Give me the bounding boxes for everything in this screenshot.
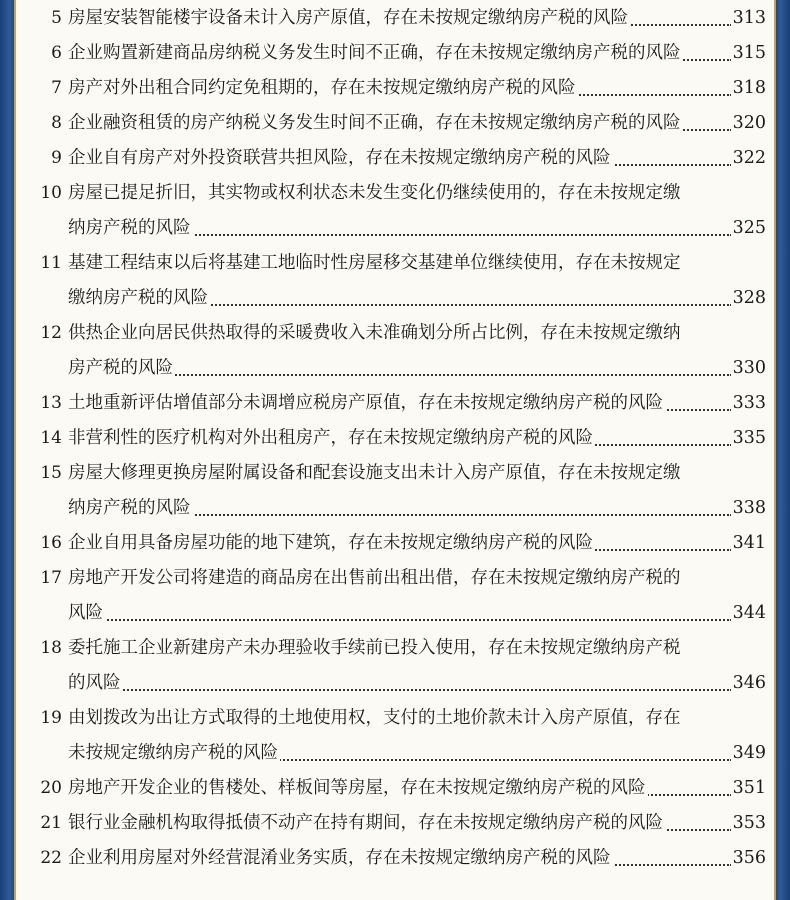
toc-entry-title: 企业自用具备房屋功能的地下建筑，存在未按规定缴纳房产税的风险 — [68, 533, 593, 553]
toc-entry-title: 土地重新评估增值部分未调增应税房产原值，存在未按规定缴纳房产税的风险 — [68, 393, 663, 413]
toc-entry-title: 企业购置新建商品房纳税义务发生时间不正确，存在未按规定缴纳房产税的风险 — [68, 43, 681, 63]
toc-entry-number: 22 — [40, 848, 62, 868]
toc-page-number: 349 — [731, 736, 766, 771]
toc-entry-number: 15 — [40, 463, 62, 483]
toc-entry-number: 13 — [40, 393, 62, 413]
toc-page-number: 353 — [731, 806, 766, 841]
toc-entry-number: 6 — [51, 43, 62, 63]
dot-leader — [68, 619, 732, 621]
toc-entry-title: 房产税的风险 — [68, 358, 173, 378]
toc-entry-number: 9 — [51, 148, 62, 168]
toc-entry-title: 房地产开发企业的售楼处、样板间等房屋，存在未按规定缴纳房产税的风险 — [68, 778, 646, 798]
toc-entry-number: 7 — [51, 78, 62, 98]
toc-entry[interactable] — [16, 526, 774, 561]
toc-page-number: 313 — [731, 1, 766, 36]
toc-page-number: 318 — [731, 71, 766, 106]
toc-entry[interactable] — [16, 316, 774, 386]
toc-entry[interactable] — [16, 841, 774, 876]
toc-page-number: 344 — [731, 596, 766, 631]
toc-entry[interactable] — [16, 806, 774, 841]
toc-page-number: 356 — [731, 841, 766, 876]
toc-entry-number: 12 — [40, 323, 62, 343]
toc-entry-number: 21 — [40, 813, 62, 833]
toc-entry-number: 8 — [51, 113, 62, 133]
toc-page-number: 341 — [731, 526, 766, 561]
toc-page-number: 351 — [731, 771, 766, 806]
toc-entry-title: 纳房产税的风险 — [68, 498, 191, 518]
toc-entry-title: 房地产开发公司将建造的商品房在出售前出租出借，存在未按规定缴纳房产税的 — [68, 568, 681, 588]
toc-entry[interactable] — [16, 421, 774, 456]
toc-page-number: 325 — [731, 211, 766, 246]
toc-entry[interactable] — [16, 71, 774, 106]
toc-entry-number: 17 — [40, 568, 62, 588]
toc-entry[interactable] — [16, 141, 774, 176]
toc-entry-number: 18 — [40, 638, 62, 658]
toc-entry[interactable] — [16, 176, 774, 246]
toc-entry-title: 由划拨改为出让方式取得的土地使用权，支付的土地价款未计入房产原值，存在 — [68, 708, 681, 728]
toc-page-number: 328 — [731, 281, 766, 316]
toc-entry-title: 企业利用房屋对外经营混淆业务实质，存在未按规定缴纳房产税的风险 — [68, 848, 611, 868]
toc-entry-title: 银行业金融机构取得抵债不动产在持有期间，存在未按规定缴纳房产税的风险 — [68, 813, 663, 833]
toc-entry-number: 11 — [40, 253, 62, 273]
toc-entry-number: 10 — [40, 183, 62, 203]
toc-entry-title: 基建工程结束以后将基建工地临时性房屋移交基建单位继续使用，存在未按规定 — [68, 253, 681, 273]
toc-page-number: 322 — [731, 141, 766, 176]
toc-entry-title: 的风险 — [68, 673, 121, 693]
toc-entry[interactable] — [16, 246, 774, 316]
dot-leader — [68, 689, 732, 691]
toc-entry-title: 风险 — [68, 603, 103, 623]
toc-entry-title: 未按规定缴纳房产税的风险 — [68, 743, 278, 763]
toc-page-number: 338 — [731, 491, 766, 526]
toc-entry[interactable] — [16, 456, 774, 526]
toc-entry-number: 14 — [40, 428, 62, 448]
toc-page-number: 335 — [731, 421, 766, 456]
toc-entry[interactable] — [16, 561, 774, 631]
toc-entry-title: 非营利性的医疗机构对外出租房产，存在未按规定缴纳房产税的风险 — [68, 428, 593, 448]
toc-entry-title: 房产对外出租合同约定免租期的，存在未按规定缴纳房产税的风险 — [68, 78, 576, 98]
toc-page-number: 315 — [731, 36, 766, 71]
toc-entry-title: 供热企业向居民供热取得的采暖费收入未准确划分所占比例，存在未按规定缴纳 — [68, 323, 681, 343]
toc-entry[interactable] — [16, 771, 774, 806]
toc-entry[interactable] — [16, 701, 774, 771]
toc-entry-number: 20 — [40, 778, 62, 798]
toc-entry-title: 缴纳房产税的风险 — [68, 288, 208, 308]
toc-entry-title: 房屋大修理更换房屋附属设备和配套设施支出未计入房产原值，存在未按规定缴 — [68, 463, 681, 483]
toc-entry-title: 房屋已提足折旧，其实物或权利状态未发生变化仍继续使用的，存在未按规定缴 — [68, 183, 681, 203]
toc-entry-title: 房屋安装智能楼宇设备未计入房产原值，存在未按规定缴纳房产税的风险 — [68, 8, 628, 28]
toc-entry[interactable] — [16, 36, 774, 71]
toc-entry-number: 16 — [40, 533, 62, 553]
toc-entry-title: 企业融资租赁的房产纳税义务发生时间不正确，存在未按规定缴纳房产税的风险 — [68, 113, 681, 133]
toc-entry-title: 委托施工企业新建房产未办理验收手续前已投入使用，存在未按规定缴纳房产税 — [68, 638, 681, 658]
toc-entry-number: 19 — [40, 708, 62, 728]
toc-entry[interactable] — [16, 106, 774, 141]
toc-entry-number: 5 — [51, 8, 62, 28]
toc-page-number: 330 — [731, 351, 766, 386]
toc-page-number: 320 — [731, 106, 766, 141]
toc-entry[interactable] — [16, 386, 774, 421]
toc-entry-title: 纳房产税的风险 — [68, 218, 191, 238]
toc-page — [14, 0, 776, 900]
toc-page-number: 346 — [731, 666, 766, 701]
toc-entry-title: 企业自有房产对外投资联营共担风险，存在未按规定缴纳房产税的风险 — [68, 148, 611, 168]
toc-entry[interactable] — [16, 631, 774, 701]
toc-entry[interactable] — [16, 1, 774, 36]
toc-page-number: 333 — [731, 386, 766, 421]
